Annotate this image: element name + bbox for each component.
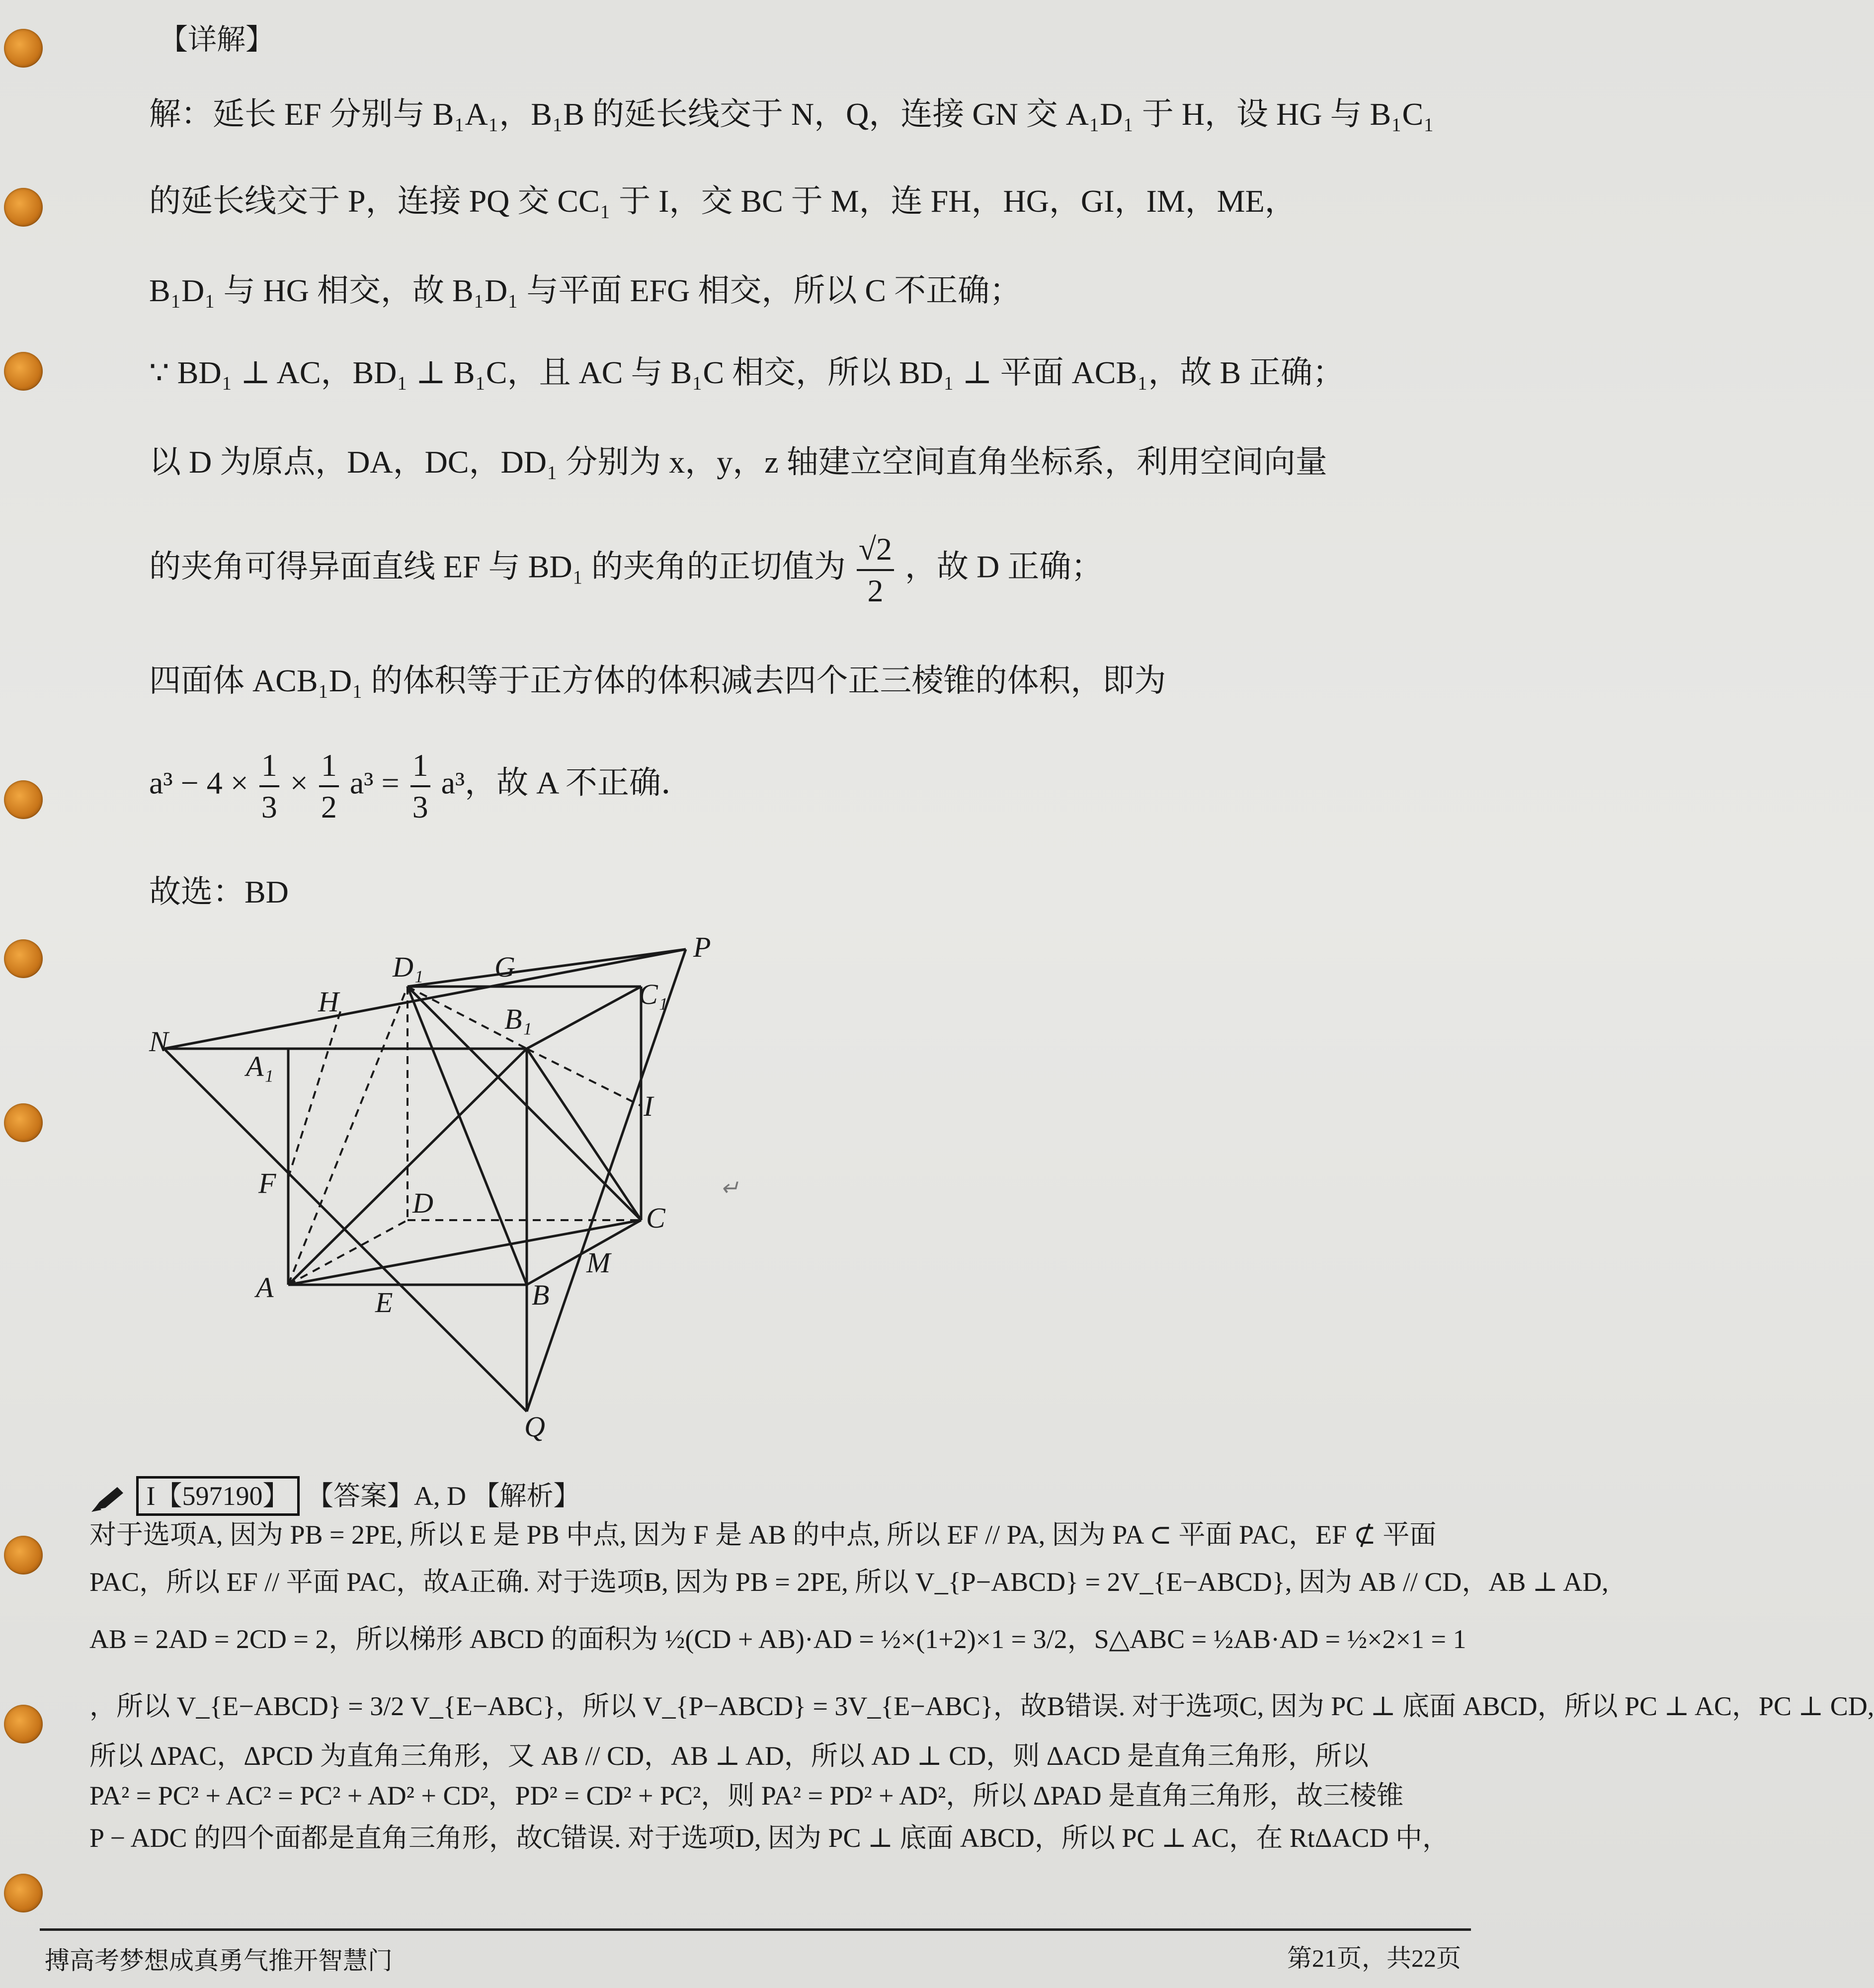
solution-line-3: B₁D₁ 与 HG 相交，故 B₁D₁ 与平面 EFG 相交，所以 C 不正确； bbox=[149, 273, 1022, 308]
line-NP bbox=[164, 949, 686, 1049]
line-GI bbox=[527, 1049, 641, 1106]
item-tags: 【答案】A, D 【解析】 bbox=[306, 1481, 580, 1511]
line-PQ bbox=[527, 949, 686, 1411]
fraction-numerator: 1 bbox=[319, 746, 339, 787]
fraction-denominator: 3 bbox=[412, 789, 428, 825]
item-id-box: I【597190】 bbox=[136, 1476, 300, 1516]
label-A: A bbox=[256, 1271, 274, 1304]
fraction-numerator: √2 bbox=[857, 529, 894, 571]
solution-line-4: ∵ BD₁ ⊥ AC，BD₁ ⊥ B₁C，且 AC 与 B₁C 相交，所以 BD₁ ⊥ 平面 ACB₁，故 B 正确； bbox=[149, 355, 1345, 390]
solution-line-1: 解：延长 EF 分别与 B₁A₁，B₁B 的延长线交于 N，Q，连接 GN 交 A₁D₁ 于 H，设 HG 与 B₁C₁ bbox=[149, 96, 1435, 132]
label-N: N bbox=[149, 1025, 168, 1058]
text-span: a³ − 4 × bbox=[149, 765, 248, 801]
text-span: ，故 D 正确； bbox=[905, 549, 1103, 584]
fraction-denominator: 2 bbox=[321, 789, 337, 825]
fraction-numerator: 1 bbox=[410, 746, 430, 787]
analysis-line-7: P − ADC 的四个面都是直角三角形，故C错误. 对于选项D, 因为 PC ⊥ 底面 ABCD，所以 PC ⊥ AC，在 RtΔACD 中， bbox=[89, 1823, 1450, 1853]
label-C1: C₁ bbox=[639, 978, 668, 1010]
page-number: 第21页，共22页 bbox=[1287, 1944, 1461, 1972]
binder-hole bbox=[4, 1874, 43, 1912]
analysis-line-5: 所以 ΔPAC，ΔPCD 为直角三角形，又 AB // CD，AB ⊥ AD，所以 AD ⊥ CD，则 ΔACD 是直角三角形，所以 bbox=[89, 1741, 1369, 1771]
text-span: a³ = bbox=[349, 765, 400, 801]
text-span: a³，故 A 不正确． bbox=[441, 765, 693, 801]
label-M: M bbox=[586, 1246, 611, 1279]
solution-line-5: 以 D 为原点，DA，DC，DD₁ 分别为 x，y，z 轴建立空间直角坐标系，利用空间向量 bbox=[149, 444, 1327, 480]
label-G: G bbox=[494, 951, 515, 983]
text-span: × bbox=[290, 765, 308, 801]
line-B1C bbox=[527, 1049, 641, 1220]
label-A1: A₁ bbox=[246, 1050, 274, 1082]
analysis-line-3: AB = 2AD = 2CD = 2，所以梯形 ABCD 的面积为 ½(CD + AB)·AD = ½×(1+2)×1 = 3/2，S△ABC = ½AB·AD = ½×2×1 = 1 bbox=[89, 1624, 1467, 1654]
analysis-line-4: ，所以 V_{E−ABCD} = 3/2 V_{E−ABC}，所以 V_{P−ABCD} = 3V_{E−ABC}，故B错误. 对于选项C, 因为 PC ⊥ 底面 ABCD，所以 PC ⊥ AC，PC ⊥ CD, bbox=[89, 1691, 1874, 1721]
binder-hole bbox=[4, 1705, 43, 1743]
analysis-line-1: 对于选项A, 因为 PB = 2PE, 所以 E 是 PB 中点, 因为 F 是 AB 的中点, 所以 EF // PA, 因为 PA ⊂ 平面 PAC，EF ⊄ 平面 bbox=[89, 1520, 1437, 1550]
solution-answer: 故选：BD bbox=[149, 874, 289, 910]
line-AD1 bbox=[288, 987, 407, 1285]
label-I: I bbox=[644, 1090, 653, 1122]
solution-line-2: 的延长线交于 P，连接 PQ 交 CC₁ 于 I，交 BC 于 M，连 FH，HG，GI，IM，ME， bbox=[149, 183, 1297, 219]
label-H: H bbox=[318, 986, 339, 1018]
label-B: B bbox=[532, 1279, 550, 1311]
label-E: E bbox=[375, 1286, 393, 1319]
label-D: D bbox=[412, 1187, 433, 1219]
return-mark: ↵ bbox=[721, 1176, 739, 1200]
fraction-denominator: 2 bbox=[867, 573, 884, 608]
analysis-line-6: PA² = PC² + AC² = PC² + AD² + CD²，PD² = CD² + PC²，则 PA² = PD² + AD²，所以 ΔPAD 是直角三角形，故三棱锥 bbox=[89, 1781, 1404, 1811]
pencil-icon bbox=[89, 1484, 129, 1514]
label-C: C bbox=[646, 1202, 665, 1234]
section-header: 【详解】 bbox=[159, 23, 275, 56]
label-Q: Q bbox=[524, 1410, 545, 1443]
label-B1: B₁ bbox=[504, 1003, 532, 1035]
edge-B1C1 bbox=[527, 987, 641, 1049]
fraction-numerator: 1 bbox=[259, 746, 279, 787]
label-D1: D₁ bbox=[393, 951, 424, 983]
text-span: 的夹角可得异面直线 EF 与 BD₁ 的夹角的正切值为 bbox=[149, 549, 846, 584]
fraction-denominator: 3 bbox=[261, 789, 277, 825]
item-header bbox=[89, 1476, 580, 1516]
label-P: P bbox=[693, 931, 711, 963]
line-HF bbox=[288, 1011, 340, 1178]
footer-slogan: 搏高考梦想成真勇气推开智慧门 bbox=[45, 1947, 393, 1975]
analysis-line-2: PAC，所以 EF // 平面 PAC，故A正确. 对于选项B, 因为 PB = 2PE, 所以 V_{P−ABCD} = 2V_{E−ABCD}, 因为 AB // CD，AB ⊥ AD, bbox=[89, 1567, 1609, 1597]
solution-line-7: 四面体 ACB₁D₁ 的体积等于正方体的体积减去四个正三棱锥的体积，即为 bbox=[149, 663, 1166, 698]
binder-hole bbox=[4, 1536, 43, 1574]
label-F: F bbox=[258, 1167, 276, 1199]
footer-rule bbox=[40, 1928, 1471, 1931]
